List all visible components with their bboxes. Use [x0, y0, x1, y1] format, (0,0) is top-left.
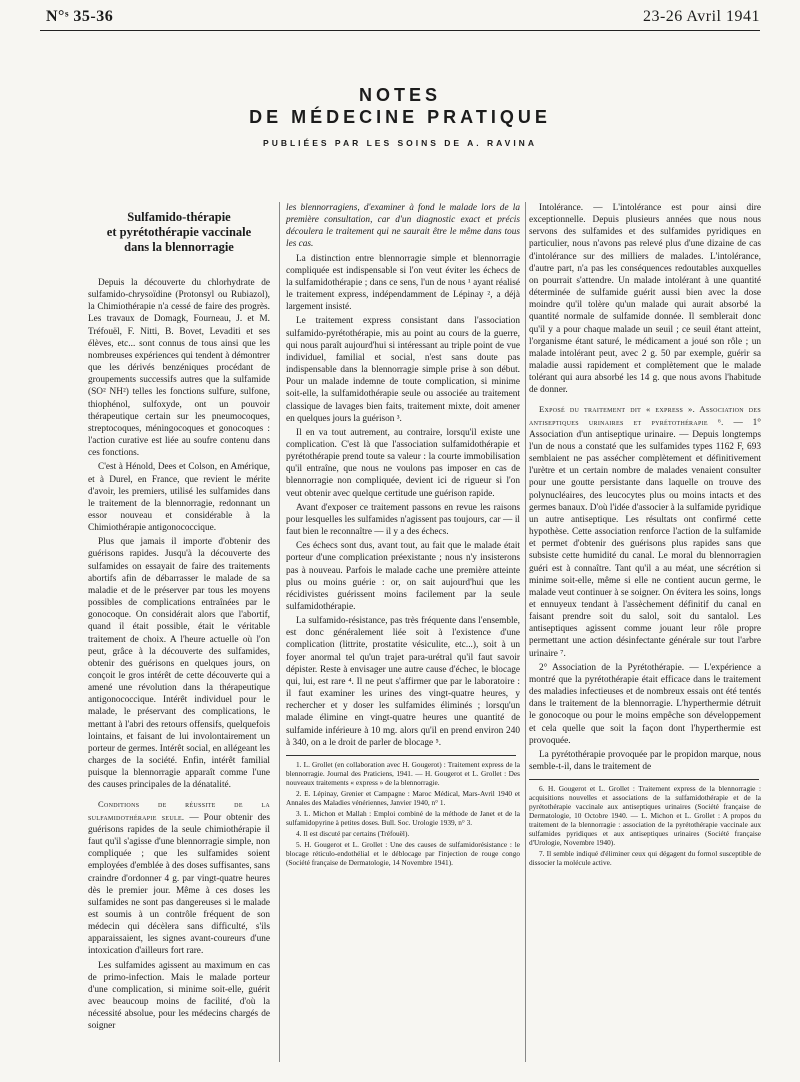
column-rule-2 — [525, 202, 526, 1062]
masthead-title-line1: NOTES — [358, 85, 441, 105]
paragraph: Avant d'exposer ce traitement passons en revue les raisons pour lesquelles les sulfamides n'agissent pas toujours, car — il faut bien le reconnaître — il y a des échecs. — [286, 502, 520, 538]
column-1 — [88, 202, 270, 1035]
paragraph: La distinction entre blennorragie simple et blennorragie compliquée est indispensable si l'on veut éviter les échecs de la sulfamidothérapie ; dans ce sens, l'un de nous ¹ ayant réalisé le traitement express, indépendamment de Lépinay ², a déjà largement insisté. — [286, 253, 520, 313]
paragraph: Le traitement express consistant dans l'association sulfamido-pyrétothérapie, mis au point au cours de la guerre, qui nous paraît aujourd'hui si intéressant au triple point de vue individuel, familial et social, n'est sans doute pas indispensable dans la blennorragie simple prise à son début. Pour un malade indemne de toute complication, si minime soit-elle, la sulfamidothérapie seule ou associée au traitement classique de lavages bien faits, traitement mixte, doit amener en quelques jours la guérison ³. — [286, 316, 520, 424]
column-3 — [529, 202, 761, 869]
paragraph: La sulfamido-résistance, pas très fréquente dans l'ensemble, est donc généralement liée soit à l'existence d'une complication (littrite, prostatite vésiculite, etc...), soit à un foyer anormal tel qu'un trajet para-urétral qu'il faut savoir dépister. Reste à envisager une autre cause d'échec, le blocage qui, lui, est rare ⁴. Il ne peut s'affirmer que par le laboratoire : il faut examiner les urines des vingt-quatre heures, y rechercher et y doser les sulfamides éliminés ; lorsqu'un malade élimine en vingt-quatre heures une quantité de sulfamide inférieure à 10 mg. alors qu'il en prend environ 240 à 340, on a le droit de parler de blocage ⁵. — [286, 616, 520, 748]
footnote-rule — [286, 755, 516, 756]
footnote: 6. H. Gougerot et L. Grollet : Traitement express de la blennorragie : acquisitions nouvelles et associations de la sulfamidothérapie et de la pyrétothérapie vaccinale aux antiseptiques urinaires (Société française de Dermatologie, 10 Octobre 1940. — L. Michon et L. Grollet : A propos du traitement de la blennorragie : association de la pyrétothérapie vaccinale aux sulfamides pyridiques et aux antiseptiques urinaires (Société française d'Urologie, Novembre 1940). — [529, 784, 761, 848]
issue-number: N°ˢ 35-36 — [46, 8, 114, 25]
footnote: 3. L. Michon et Mallah : Emploi combiné de la méthode de Janet et de la sulfamidopyrine à petites doses. Bull. Soc. Urologie 1939, n° 3. — [286, 808, 520, 827]
footnote: 2. E. Lépinay, Grenier et Campagne : Maroc Médical, Mars-Avril 1940 et Annales des Maladies vénériennes, Janvier 1940, n° 1. — [286, 788, 520, 807]
paragraph: 2° Association de la Pyrétothérapie. — L'expérience a montré que la pyrétothérapie était efficace dans le traitement des maladies infectieuses et de nombreux essais ont été tentés dans le traitement de la blennorragie. L'hyperthermie détruit le gonocoque ou pour le moins empêche son développement et cela quelle que soit la façon dont l'hyperthermie est provoquée. — [529, 662, 761, 746]
footnote: 5. H. Gougerot et L. Grollet : Une des causes de sulfamidorésistance : le blocage réticulo-endothélial et le déblocage par l'injection de rouge congo (Société française de Dermatologie, 14 Novembre 1941). — [286, 839, 520, 867]
paragraph: Les sulfamides agissent au maximum en cas de primo-infection. Mais le malade porteur d'une complication, si minime soit-elle, guérit avec beaucoup moins de facilité, d'où la nécessité absolue, pour les médecins chargés de soigner — [88, 960, 270, 1032]
paragraph: Ces échecs sont dus, avant tout, au fait que le malade était porteur d'une complication préexistante ; nous n'y insisterons pas à nouveau. Parfois le malade cache une première atteinte plus ou moins guérie : or, on sait aujourd'hui que les récidivistes guérissent moins facilement par la seule sulfamidothérapie. — [286, 541, 520, 612]
paragraph: Depuis la découverte du chlorhydrate de sulfamido-chrysoïdine (Protonsyl ou Rubiazol), la Chimiothérapie n'a cessé de faire des progrès. Les travaux de Domagk, Fourneau, J. et M. Tréfouël, F. Nitti, B. Bovet, Levaditi et ses élèves, etc... sont connus de tous ainsi que les nombreuses expériences qui tendent à démontrer que les dérivés benzéniques procédant de groupements successifs autres que la sulfamide (SO² NH²) telles les fonctions sulfure, sulfone, thiophénol, sulfoxyde, ont un pouvoir thérapeutique certain sur les pneumocoques, streptocoques, méningocoques et gonocoques : l'action curative est liée au soufre contenu dans ces fonctions. — [88, 278, 270, 459]
masthead-title-line2: DE MÉDECINE PRATIQUE — [249, 107, 551, 127]
issue-date: 23-26 Avril 1941 — [642, 8, 760, 25]
paragraph: Il en va tout autrement, au contraire, lorsqu'il existe une complication. C'est là que l'association sulfamidothérapie et pyrétothérapie prend toute sa valeur : la courte immobilisation qu'il entraîne, que nous ne voulons pas imposer en cas de blennorragie non compliquée, devient ici de rigueur si l'on veut obtenir avec quelque certitude une guérison rapide. — [286, 427, 520, 499]
paragraph: La pyrétothérapie provoquée par le propidon marque, nous semble-t-il, dans le traitement de — [529, 749, 761, 773]
column-2 — [286, 202, 520, 869]
footnote: 7. Il semble indiqué d'éliminer ceux qui dégagent du formol susceptible de dissocier la molécule active. — [529, 849, 761, 868]
masthead-subtitle: PUBLIÉES PAR LES SOINS DE A. RAVINA — [263, 138, 537, 148]
footnote-rule — [529, 779, 759, 780]
paragraph-with-heading — [88, 798, 270, 958]
paragraph: C'est à Hénold, Dees et Colson, en Amérique, et à Durel, en France, que revient le mérite d'avoir, les premiers, utilisé les sulfamides dans le traitement de la blennorragie, redonnant un essor nouveau et considérable à la Chimiothérapie antigonococcique. — [88, 462, 270, 534]
paragraph-text: — 1° Association d'un antiseptique urinaire. — Depuis longtemps l'un de nous a constaté que les sulfamides types 1162 F, 693 semblaient ne pas assécher complètement et définitivement l'urètre et un certain nombre de malades venaient consulter pour une goutte persistante dans laquelle on trouve des polynucléaires, des leucocytes plus ou moins intacts et des germes banaux. D'où l'idée d'associer à la sulfamide pyridique un autre antiseptique. Les résultats ont confirmé cette hypothèse. Cette association renforce l'action de la sulfamide et permet d'obtenir des guérisons plus rapides sans que subsiste cette humidité du canal. Le moral du blennorragien guéri est à connaître. Tant qu'il a au méat, une sécrétion si minime soit-elle, même si elle ne contient aucun germe, le malade veut continuer à se soigner. On évitera les soins, longs et ennuyeux tendant à l'assèchement définitif du canal en faisant prendre soit du salol, soit du santalol. Les antiseptiques agissent comme jouant leur rôle propre permettant une action désinfectante générale sur tout l'arbre urinaire ⁷. — [529, 417, 761, 659]
article-title-line1: Sulfamido-thérapie — [127, 210, 231, 224]
paragraph: les blennorragiens, d'examiner à fond le malade lors de la première consultation, car d'un diagnostic exact et précis découlera le traitement qui ne saurait être le même dans tous les cas. — [286, 203, 520, 250]
section-heading: Exposé du traitement dit « express ». Association des antiseptiques urinaires et pyrétothérapie ⁶. — [529, 403, 761, 427]
article-title-line2: et pyrétothérapie vaccinale — [106, 225, 252, 239]
footnote: 1. L. Grollet (en collaboration avec H. Gougerot) : Traitement express de la blennorragie. Journal des Praticiens, 1941. — H. Gougerot et L. Grollet : Des nouveaux traitements « express » de la blennorragie. — [286, 759, 520, 787]
paragraph: Plus que jamais il importe d'obtenir des guérisons rapides. Jusqu'à la découverte des sulfamides on essayait de faire des traitements abortifs afin de débarrasser le malade de sa maladie et de le préserver par tous les moyens possibles de complications entraînées par le gonocoque. On considérait alors que l'abortif, quand il était possible, était le véritable traitement de choix. A l'heure actuelle où l'on peut, grâce à la découverte des sulfamides, obtenir des guérisons en quelques jours, on conçoit le gros intérêt de cette découverte qui a amené une révolution dans la thérapeutique antigonococcique. Intérêt individuel pour le malade, le préservant des complications, le mettant à l'abri des retours offensifs, quelquefois lointains, et faisant de lui involontairement un porteur de germes. Intérêt social, en allégeant les charges de la société. Enfin, intérêt familial puisque la blennorragie apparaît comme l'une des causes principales de la dénatalité. — [88, 537, 270, 791]
masthead — [0, 84, 800, 148]
paragraph-text: — Pour obtenir des guérisons rapides de la seule chimiothérapie il faut qu'il s'agisse d'une blennorragie simple, non compliquée ; que les sulfamides soient employées d'emblée à des doses suffisantes, sans craindre d'ordonner 4 g. par vingt-quatre heures dès le premier jour. Même à ces doses les sulfamides ne sont pas dangereuses si le malade est soumis à un contrôle fréquent de son médecin qui décèlera sans difficulté, s'ils apparaissaient, les signes avant-coureurs d'une intoxication d'ailleurs fort rare. — [88, 812, 270, 957]
section-heading: Conditions de réussite de la sulfamidothérapie seule. — [88, 798, 270, 822]
column-rule-1 — [279, 202, 280, 1062]
article-title — [88, 210, 270, 255]
header-rule — [40, 30, 760, 31]
article-title-line3: dans la blennorragie — [124, 240, 234, 254]
footnote: 4. Il est discuté par certains (Tréfouël). — [296, 828, 410, 838]
paragraph-with-heading — [529, 403, 761, 660]
paragraph: Intolérance. — L'intolérance est pour ainsi dire exceptionnelle. Depuis plusieurs années que nous nous servons des sulfamides et des sulfamides pyridiques en particulier, nous n'avons pas relevé plus d'une dizaine de cas d'intolérance sur des milliers de malades. L'intolérance, d'autre part, n'a pas les conséquences redoutables auxquelles on pourrait s'attendre. Un malade intolérant à une quantité déterminée de sulfamide guérit aussi bien avec la dose moindre qu'il tolère qu'un malade qui aurait absorbé la quantité normale de sulfamide donnée. Il semblerait donc qu'il y a pour chaque malade un seuil ; ce seuil étant atteint, l'organisme étant saturé, le médicament a joué son rôle ; un malade intolérant peut, avec 2 g. 50 par exemple, guérir sa maladie aussi rapidement et complètement que le malade tolérant qui aura absorbé les 14 g. que nous avons l'habitude de donner. — [529, 203, 761, 396]
